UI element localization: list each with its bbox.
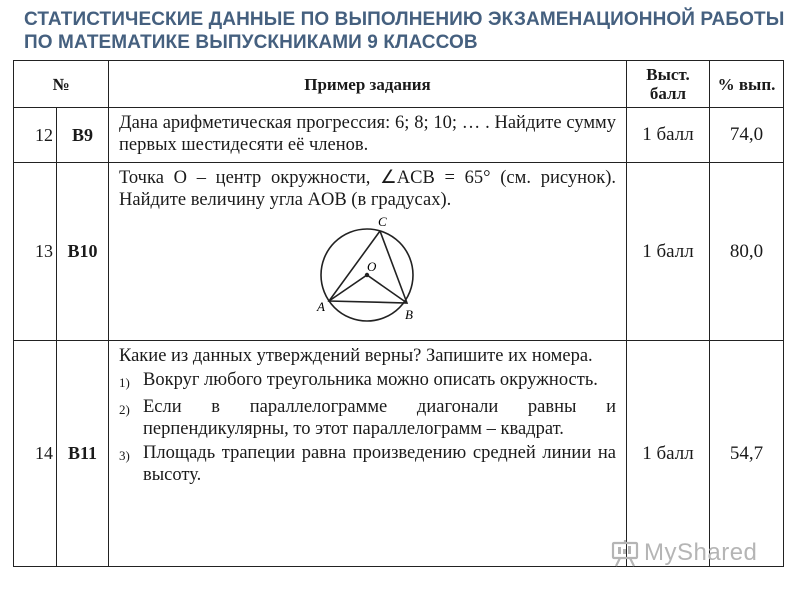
task-code: B11 (57, 341, 109, 567)
table-row (14, 163, 784, 341)
header-percent: % вып. (710, 61, 784, 108)
page-title: СТАТИСТИЧЕСКИЕ ДАННЫЕ ПО ВЫПОЛНЕНИЮ ЭКЗАМЕНАЦИОННОЙ РАБОТЫ ПО МАТЕМАТИКЕ ВЫПУСКНИКАМИ 9 КЛАССОВ (24, 9, 785, 53)
label-c: C (378, 215, 387, 229)
label-b: B (405, 307, 413, 322)
presentation-board-icon (610, 538, 640, 568)
row-number: 12 (14, 108, 57, 163)
statement-index: 2) (119, 402, 130, 417)
score-cell: 1 балл (627, 163, 710, 341)
statement-index: 3) (119, 448, 130, 463)
percent-cell: 54,7 (710, 341, 784, 567)
task-text: Какие из данных утверждений верны? Запишите их номера. (119, 346, 593, 366)
score-cell: 1 балл (627, 341, 710, 567)
statement-index: 1) (119, 375, 130, 390)
table-header-row (14, 61, 784, 108)
score-cell: 1 балл (627, 108, 710, 163)
angle-aob (329, 275, 407, 303)
task-text: Дана арифметическая прогрессия: 6; 8; 10; … . Найдите сумму первых шестидесяти её членов. (109, 108, 627, 163)
header-score: Выст. балл (627, 61, 710, 108)
watermark (610, 538, 757, 568)
table-row (14, 341, 784, 567)
row-number: 13 (14, 163, 57, 341)
task-code: B10 (57, 163, 109, 341)
statistics-table (13, 60, 784, 567)
watermark-text: MyShared (644, 539, 758, 566)
task-code: B9 (57, 108, 109, 163)
circle-figure (309, 215, 429, 333)
header-task: Пример задания (109, 61, 627, 108)
task-cell (109, 163, 627, 341)
row-number: 14 (14, 341, 57, 567)
list-item (119, 442, 616, 486)
statement-text: Вокруг любого треугольника можно описать окружность. (143, 370, 598, 390)
task-cell (109, 341, 627, 567)
list-item (119, 396, 616, 440)
list-item (119, 369, 616, 394)
statement-text: Площадь трапеции равна произведению средней линии на высоту. (143, 443, 616, 485)
label-o: O (367, 259, 377, 274)
statement-text: Если в параллелограмме диагонали равны и перпендикулярны, то этот параллелограмм – квадрат. (143, 397, 616, 439)
statement-list (119, 369, 616, 486)
table-row (14, 108, 784, 163)
percent-cell: 80,0 (710, 163, 784, 341)
header-num: № (14, 61, 109, 108)
label-a: A (317, 299, 325, 314)
task-text: Точка O – центр окружности, ∠ACB = 65° (см. рисунок). Найдите величину угла AOB (в градусах). (119, 168, 616, 210)
percent-cell: 74,0 (710, 108, 784, 163)
